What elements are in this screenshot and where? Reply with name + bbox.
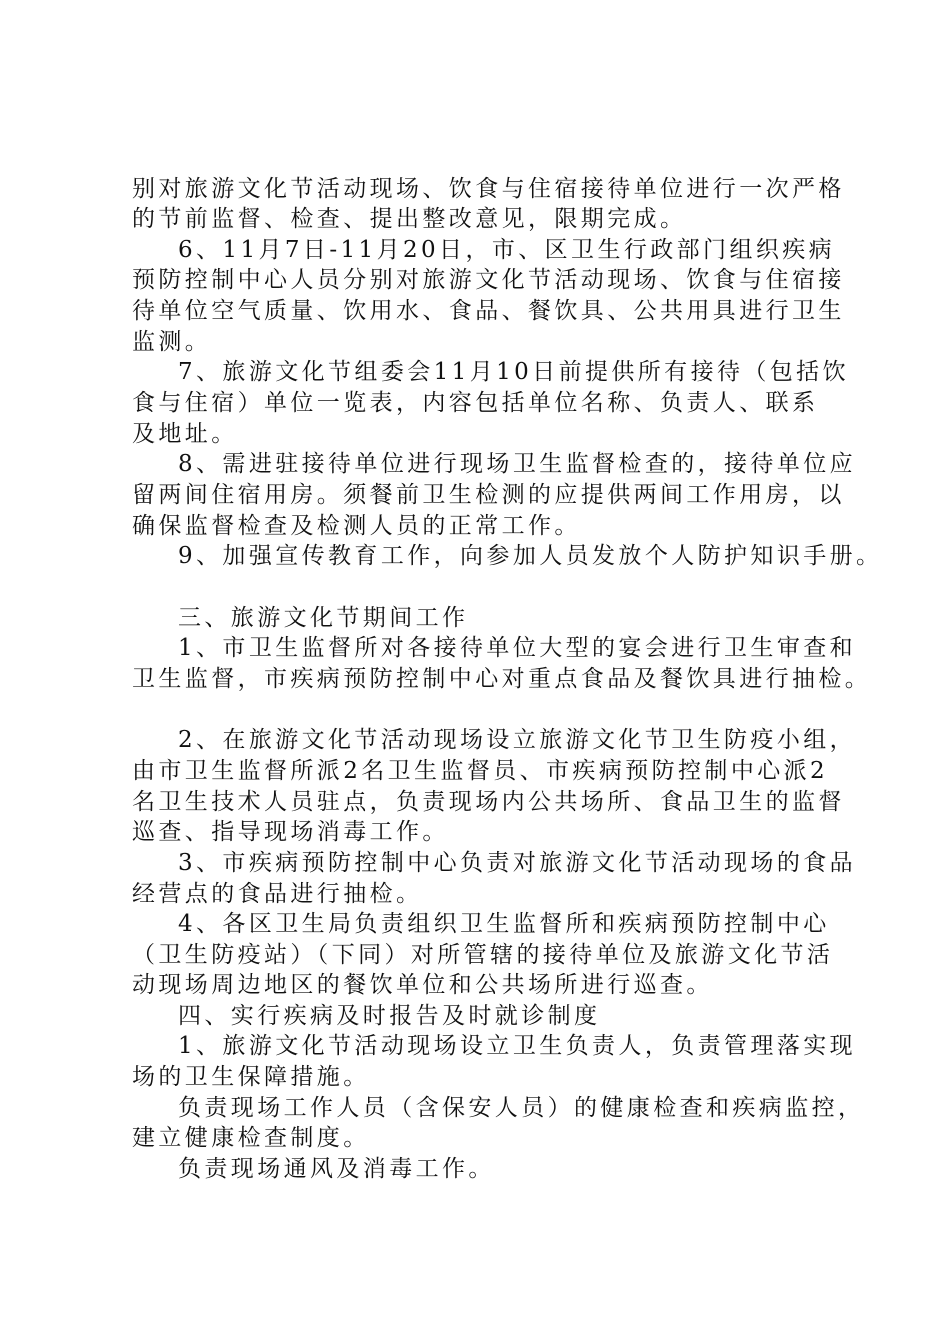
text-line: 别对旅游文化节活动现场、饮食与住宿接待单位进行一次严格 [132,176,845,202]
text-line: 场的卫生保障措施。 [132,1064,370,1090]
text-line: 建立健康检查制度。 [132,1125,370,1151]
text-line: 由市卫生监督所派2名卫生监督员、市疾病预防控制中心派2 [132,758,829,784]
text-line: 4、各区卫生局负责组织卫生监督所和疾病预防控制中心 [178,911,830,937]
section-heading: 四、实行疾病及时报告及时就诊制度 [178,1003,601,1029]
text-line: 1、旅游文化节活动现场设立卫生负责人，负责管理落实现 [178,1033,857,1059]
text-line: 动现场周边地区的餐饮单位和公共场所进行巡查。 [132,972,713,998]
text-line: 预防控制中心人员分别对旅游文化节活动现场、饮食与住宿接 [132,267,845,293]
text-line: 7、旅游文化节组委会11月10日前提供所有接待（包括饮 [178,359,849,385]
text-line: 3、市疾病预防控制中心负责对旅游文化节活动现场的食品 [178,850,857,876]
text-line: 经营点的食品进行抽检。 [132,881,423,907]
text-line: 食与住宿）单位一览表，内容包括单位名称、负责人、联系 [132,390,819,416]
text-line: 留两间住宿用房。须餐前卫生检测的应提供两间工作用房，以 [132,482,845,508]
text-line: 1、市卫生监督所对各接待单位大型的宴会进行卫生审查和 [178,635,857,661]
text-line: 待单位空气质量、饮用水、食品、餐饮具、公共用具进行卫生 [132,298,845,324]
text-line: 9、加强宣传教育工作，向参加人员发放个人防护知识手册。 [178,543,883,569]
text-line: 确保监督检查及检测人员的正常工作。 [132,513,581,539]
section-heading: 三、旅游文化节期间工作 [178,605,469,631]
text-line: 卫生监督，市疾病预防控制中心对重点食品及餐饮具进行抽检。 [132,666,872,692]
text-line: 负责现场通风及消毒工作。 [178,1156,495,1182]
text-line: 巡查、指导现场消毒工作。 [132,819,449,845]
text-line: 8、需进驻接待单位进行现场卫生监督检查的，接待单位应 [178,451,857,477]
text-line: 2、在旅游文化节活动现场设立旅游文化节卫生防疫小组， [178,727,857,753]
text-line: 的节前监督、检查、提出整改意见，限期完成。 [132,206,687,232]
text-line: （卫生防疫站）（下同）对所管辖的接待单位及旅游文化节活 [132,942,834,968]
text-line: 监测。 [132,329,212,355]
text-line: 及地址。 [132,421,238,447]
text-line: 负责现场工作人员（含保安人员）的健康检查和疾病监控， [178,1095,865,1121]
text-line: 6、11月7日-11月20日，市、区卫生行政部门组织疾病 [178,237,836,263]
text-line: 名卫生技术人员驻点，负责现场内公共场所、食品卫生的监督 [132,789,845,815]
